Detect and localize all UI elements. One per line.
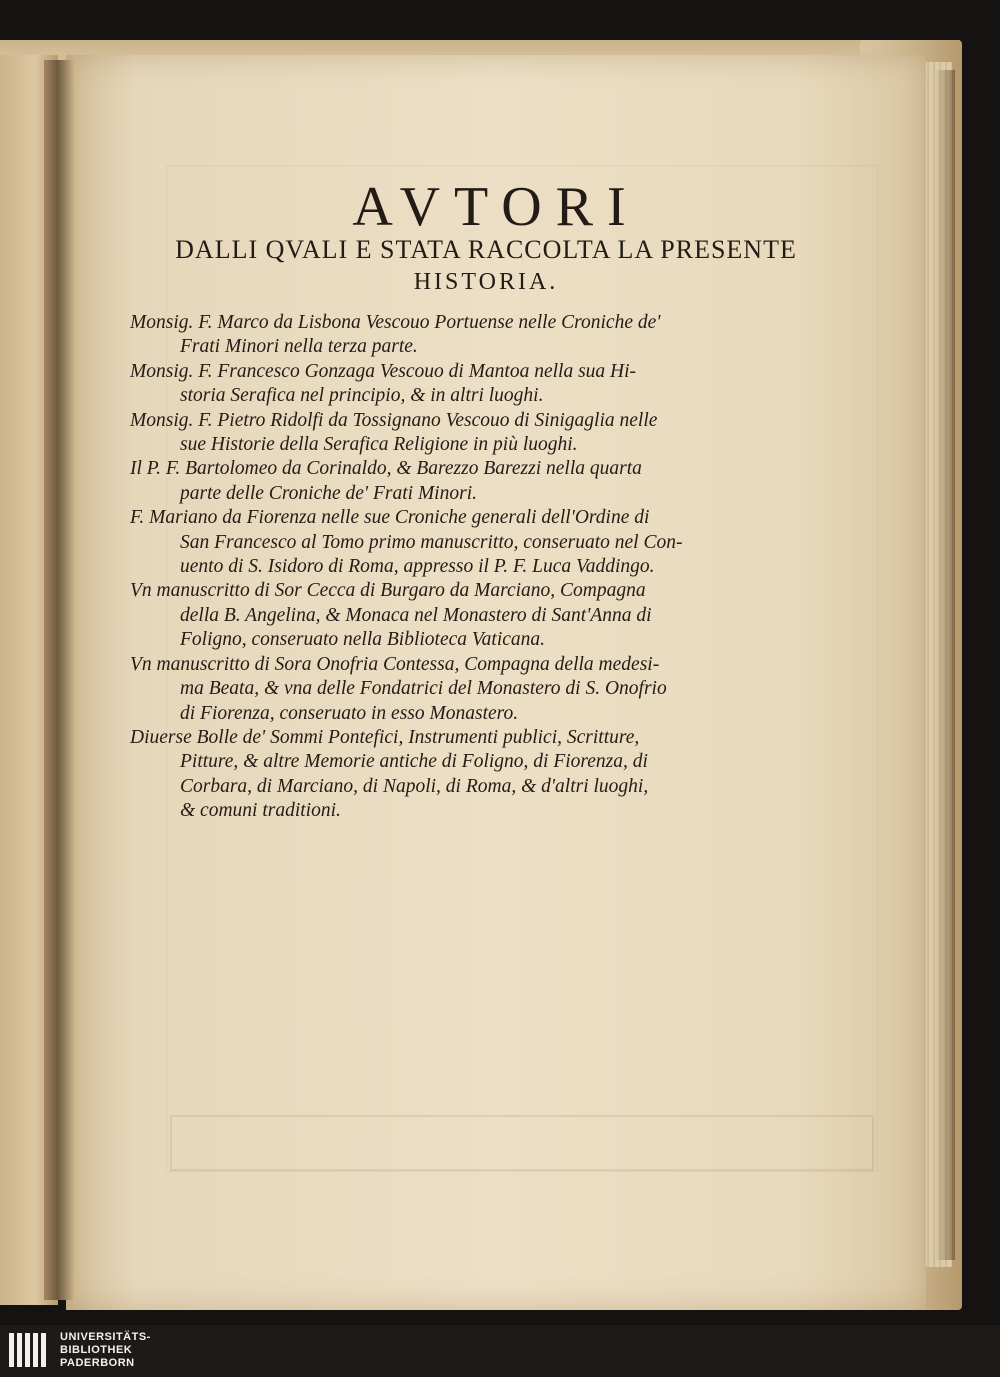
author-entry [130, 409, 830, 458]
entry-line: Monsig. F. Francesco Gonzaga Vescouo di Mantoa nella sua Hi- [130, 360, 637, 382]
logo-line: PADERBORN [60, 1357, 135, 1369]
author-entry [130, 311, 830, 360]
entry-line: Diuerse Bolle de' Sommi Pontefici, Instrumenti publici, Scritture, [130, 726, 640, 748]
author-entry [130, 653, 830, 726]
entry-line: Vn manuscritto di Sor Cecca di Burgaro da Marciano, Compagna [130, 580, 646, 602]
entry-line: Vn manuscritto di Sora Onofria Contessa, Compagna della medesi- [130, 653, 660, 675]
logo-line: UNIVERSITÄTS- [60, 1331, 151, 1343]
entry-line: Monsig. F. Marco da Lisbona Vescouo Portuense nelle Croniche de' [130, 312, 661, 333]
page-subtitle: DALLI QVALI E STATA RACCOLTA LA PRESENTE [175, 235, 797, 264]
entry-line: uento di S. Isidoro di Roma, appresso il P. F. Luca Vaddingo. [180, 556, 655, 578]
entry-line: parte delle Croniche de' Frati Minori. [180, 482, 477, 504]
page-title: AVTORI [352, 176, 640, 238]
logo-line: BIBLIOTHEK [60, 1344, 133, 1356]
entry-line: della B. Angelina, & Monaca nel Monastero di Sant'Anna di [180, 604, 652, 626]
author-entry [130, 579, 830, 652]
page-stack-shadow [935, 70, 955, 1260]
book-gutter [44, 60, 74, 1300]
entry-line: storia Serafica nel principio, & in altri luoghi. [180, 385, 544, 407]
entry-line: & comuni traditioni. [180, 800, 341, 822]
library-logo-text [60, 1331, 151, 1370]
author-entry [130, 457, 830, 506]
show-through-caption-box [170, 1115, 874, 1171]
entry-line: di Fiorenza, conseruato in esso Monastero. [180, 702, 519, 724]
entry-line: Monsig. F. Pietro Ridolfi da Tossignano Vescouo di Sinigaglia nelle [130, 409, 658, 431]
entry-line: San Francesco al Tomo primo manuscritto, conseruato nel Con- [180, 531, 683, 553]
entry-line: F. Mariano da Fiorenza nelle sue Croniche generali dell'Ordine di [130, 507, 650, 529]
author-entry [130, 726, 830, 824]
author-list [130, 311, 830, 824]
author-entry [130, 506, 830, 579]
entry-line: Pitture, & altre Memorie antiche di Foligno, di Fiorenza, di [180, 751, 648, 773]
entry-line: Corbara, di Marciano, di Napoli, di Roma, & d'altri luoghi, [180, 775, 649, 797]
book-page [66, 55, 926, 1310]
entry-line: Frati Minori nella terza parte. [180, 336, 418, 358]
page-subtitle-second-line: HISTORIA. [413, 269, 559, 295]
entry-line: Il P. F. Bartolomeo da Corinaldo, & Barezzo Barezzi nella quarta [130, 458, 642, 480]
entry-line: ma Beata, & vna delle Fondatrici del Monastero di S. Onofrio [180, 678, 667, 700]
author-entry [130, 360, 830, 409]
entry-line: sue Historie della Serafica Religione in più luoghi. [180, 434, 578, 456]
entry-line: Foligno, conseruato nella Biblioteca Vaticana. [180, 629, 546, 651]
library-logo-icon [8, 1331, 50, 1369]
